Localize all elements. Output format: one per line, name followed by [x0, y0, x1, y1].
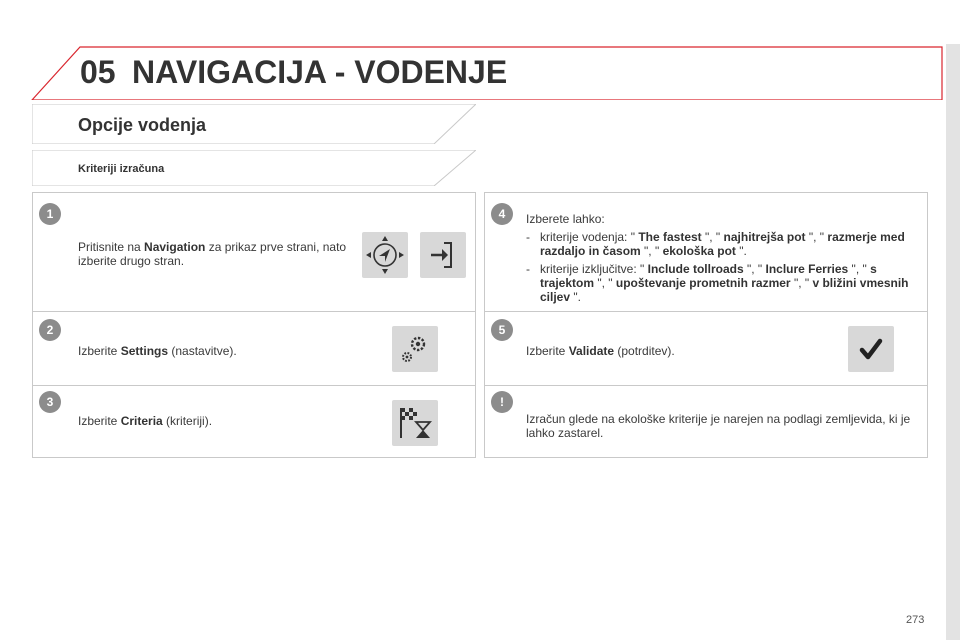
section-title: Opcije vodenja: [78, 115, 207, 135]
right-steps-panel: [484, 192, 928, 458]
criteria-flag-hourglass-icon[interactable]: [392, 400, 438, 446]
step-2-text: Izberite Settings (nastavitve).: [78, 344, 237, 358]
step-badge-4: 4: [491, 203, 513, 225]
divider: [33, 385, 475, 386]
exclusion-criteria-option: - kriterije izključitve: " Include tollroads ", " Inclure Ferries ", " s trajektom ", " upoštevanje prometnih razmer ", " v bližini vmesnih ciljev ".: [526, 262, 909, 304]
step-badge-5: 5: [491, 319, 513, 341]
settings-gears-icon[interactable]: [392, 326, 438, 372]
navigation-label: Navigation: [144, 240, 206, 254]
chapter-title: NAVIGACIJA - VODENJE: [132, 54, 508, 90]
left-steps-panel: [32, 192, 476, 458]
step-badge-1: 1: [39, 203, 61, 225]
next-page-icon[interactable]: [420, 232, 466, 278]
step-4-text: [526, 212, 920, 304]
navigation-compass-icon[interactable]: [362, 232, 408, 278]
step-1-text: Pritisnite na Navigation za prikaz prve strani, nato izberite drugo stran.: [78, 240, 347, 268]
validate-label: Validate: [568, 344, 615, 358]
divider: [33, 311, 475, 312]
subsection-title: Kriteriji izračuna: [78, 163, 165, 175]
warning-icon: !: [491, 391, 513, 413]
settings-label: Settings: [120, 344, 169, 358]
chapter-number: 05: [80, 54, 116, 90]
step-badge-2: 2: [39, 319, 61, 341]
criteria-label: Criteria: [120, 414, 163, 428]
page-number: 273: [906, 614, 925, 626]
divider: [485, 385, 927, 386]
step-5-text: Izberite Validate (potrditev).: [526, 344, 675, 358]
checkmark-validate-icon[interactable]: [848, 326, 894, 372]
subsection-banner: [32, 150, 476, 186]
routing-criteria-option: - kriterije vodenja: " The fastest ", " najhitrejša pot ", " razmerje med razdaljo in časom ", " ekološka pot ".: [526, 230, 905, 258]
warning-note-text: Izračun glede na ekološke kriterije je narejen na podlagi zemljevida, ki je lahko zastarel.: [526, 412, 911, 440]
step-3-text: Izberite Criteria (kriteriji).: [78, 414, 213, 428]
right-margin-strip: [946, 44, 960, 640]
step-badge-3: 3: [39, 391, 61, 413]
section-banner: [32, 104, 476, 144]
divider: [485, 311, 927, 312]
step-4-intro: Izberete lahko:: [526, 212, 605, 226]
